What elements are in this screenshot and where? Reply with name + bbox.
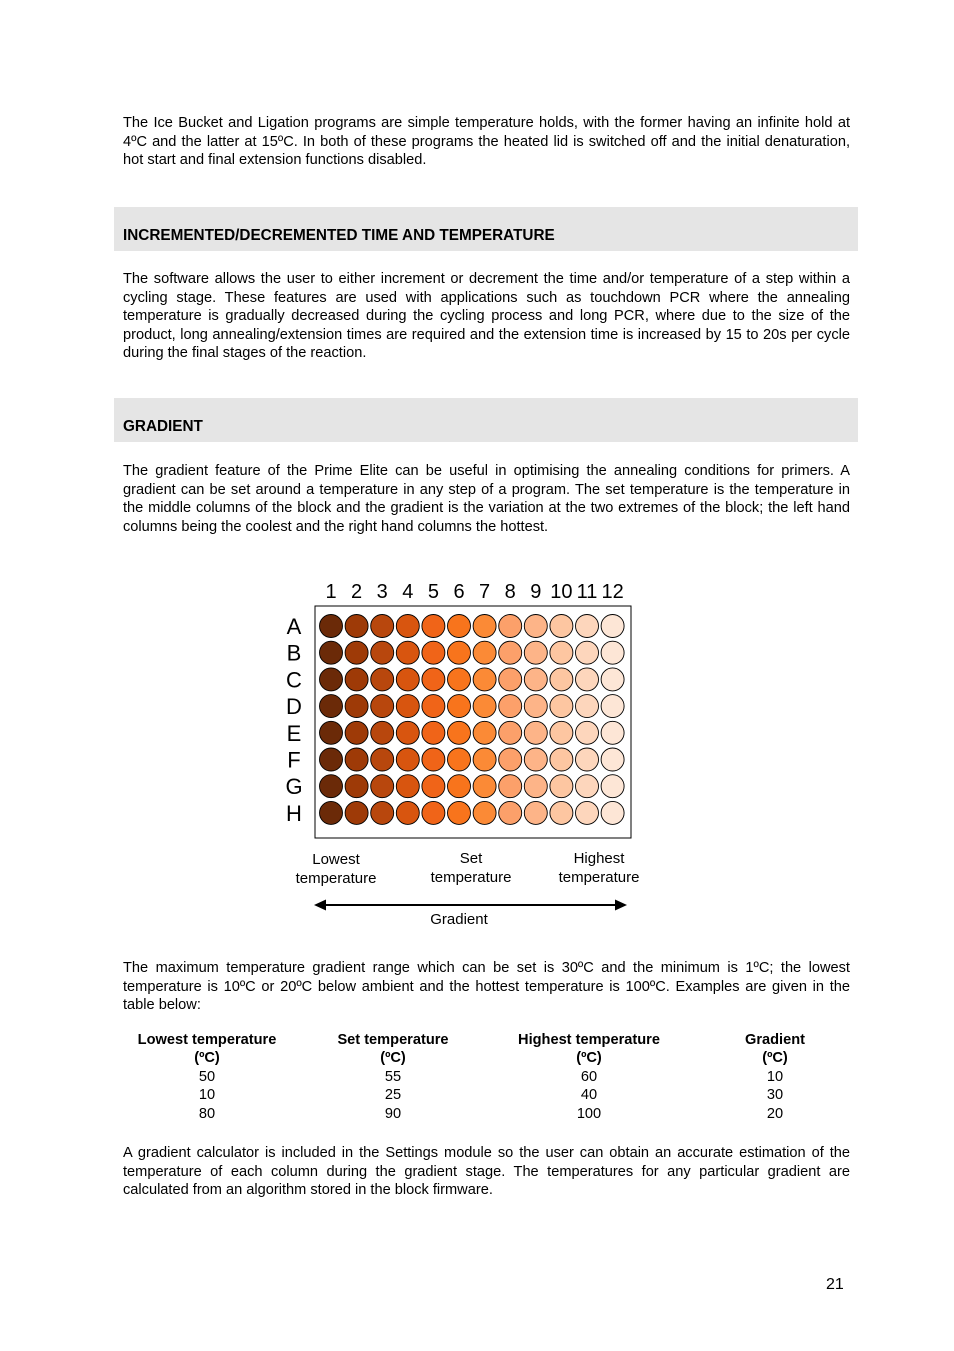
row-label-F: F [287,747,301,773]
table-row [114,1068,858,1086]
well-E1 [320,721,343,744]
well-E8 [499,721,522,744]
column-label-8: 8 [504,581,516,603]
well-G9 [524,775,547,798]
well-E2 [345,721,368,744]
table-row [114,1086,858,1104]
column-label-9: 9 [530,581,542,603]
table-cell: 10 [198,1087,216,1104]
caption-set-line1: Set [459,850,483,867]
well-A8 [499,615,522,638]
well-A3 [371,615,394,638]
range-paragraph: The maximum temperature gradient range which can be set is 30ºC and the minimum is 1ºC; the lowest temperature is 10ºC or 20ºC below ambient and the hottest temperature is 100ºC. Examples are given in the table below: [123,960,850,1014]
gradient-label: Gradient [430,911,488,928]
section-heading-gradient: GRADIENT [123,418,203,435]
well-F3 [371,748,394,771]
well-E6 [448,721,471,744]
examples-table [114,1031,858,1123]
well-C1 [320,668,343,691]
well-B9 [524,641,547,664]
increment-paragraph: The software allows the user to either increment or decrement the time and/or temperature of a step within a cycling stage. These features are used with applications such as touchdown PCR where the annealing temperature is gradually decreased during the cycling process and long PCR, where due to the size of the product, long annealing/extension times are required and the extension time is increased by 15 to 20s per cycle during the final stages of the reaction. [123,271,850,362]
well-B3 [371,641,394,664]
well-G7 [473,775,496,798]
well-A12 [601,615,624,638]
well-C12 [601,668,624,691]
well-H7 [473,801,496,824]
well-C5 [422,668,445,691]
well-G4 [396,775,419,798]
well-D11 [576,695,599,718]
well-D5 [422,695,445,718]
well-H8 [499,801,522,824]
well-H2 [345,801,368,824]
well-A5 [422,615,445,638]
row-label-D: D [286,694,302,720]
well-B2 [345,641,368,664]
table-cell: 40 [580,1087,598,1104]
caption-highest-line1: Highest [573,850,625,867]
well-C6 [448,668,471,691]
well-F8 [499,748,522,771]
well-F4 [396,748,419,771]
well-D10 [550,695,573,718]
well-D3 [371,695,394,718]
well-E11 [576,721,599,744]
column-label-12: 12 [601,581,624,603]
table-cell: 100 [576,1105,602,1122]
well-G1 [320,775,343,798]
row-label-E: E [286,720,302,746]
well-G8 [499,775,522,798]
well-H3 [371,801,394,824]
well-C2 [345,668,368,691]
table-row [114,1105,858,1123]
column-label-3: 3 [376,581,388,603]
column-label-5: 5 [427,581,439,603]
header-set: Set temperature (ºC) [337,1032,449,1067]
well-C8 [499,668,522,691]
table-cell: 30 [766,1087,784,1104]
column-label-6: 6 [453,581,465,603]
well-G12 [601,775,624,798]
table-cell: 55 [384,1068,402,1085]
well-A2 [345,615,368,638]
well-C10 [550,668,573,691]
well-H12 [601,801,624,824]
row-label-H: H [286,800,302,826]
well-F5 [422,748,445,771]
well-C7 [473,668,496,691]
well-F12 [601,748,624,771]
well-G3 [371,775,394,798]
well-F9 [524,748,547,771]
calculator-paragraph: A gradient calculator is included in the Settings module so the user can obtain an accurate estimation of the temperature of each column during the gradient stage. The temperatures for any particular gradient are calculated from an algorithm stored in the block firmware. [123,1145,850,1199]
well-C9 [524,668,547,691]
well-A4 [396,615,419,638]
well-G2 [345,775,368,798]
well-B8 [499,641,522,664]
well-H5 [422,801,445,824]
caption-lowest-line1: Lowest [312,851,360,868]
table-cell: 80 [198,1105,216,1122]
well-F6 [448,748,471,771]
caption-lowest-line2: temperature [295,870,377,887]
well-F1 [320,748,343,771]
header-gradient: Gradient (ºC) [744,1032,805,1067]
well-G10 [550,775,573,798]
well-G5 [422,775,445,798]
table-cell: 20 [766,1105,784,1122]
gradient-arrow-left-head [314,900,326,911]
caption-set-line2: temperature [430,869,512,886]
well-E5 [422,721,445,744]
header-lowest: Lowest temperature (ºC) [137,1032,277,1067]
gradient-paragraph: The gradient feature of the Prime Elite can be useful in optimising the annealing conditions for primers. A gradient can be set around a temperature in any step of a program. The set temperature is the temperature in the middle columns of the block and the gradient is the variation at the two extremes of the block; the left hand columns being the coolest and the right hand columns the hottest. [123,463,850,535]
well-A11 [576,615,599,638]
page-number: 21 [826,1276,844,1293]
well-G11 [576,775,599,798]
well-H9 [524,801,547,824]
well-D12 [601,695,624,718]
table-cell: 10 [766,1068,784,1085]
well-C11 [576,668,599,691]
column-label-10: 10 [550,581,573,603]
well-E10 [550,721,573,744]
well-B11 [576,641,599,664]
row-label-B: B [286,640,302,666]
column-label-11: 11 [576,581,598,603]
well-C3 [371,668,394,691]
well-B6 [448,641,471,664]
column-label-2: 2 [351,581,363,603]
well-F7 [473,748,496,771]
well-D9 [524,695,547,718]
well-E12 [601,721,624,744]
well-A10 [550,615,573,638]
table-header-row [114,1031,858,1068]
well-E9 [524,721,547,744]
well-A7 [473,615,496,638]
well-D7 [473,695,496,718]
gradient-arrow-right-head [615,900,627,911]
well-E7 [473,721,496,744]
well-E3 [371,721,394,744]
row-label-G: G [285,774,303,800]
well-H6 [448,801,471,824]
well-A6 [448,615,471,638]
well-A1 [320,615,343,638]
well-F2 [345,748,368,771]
column-label-1: 1 [325,581,337,603]
well-B1 [320,641,343,664]
table-cell: 90 [384,1105,402,1122]
well-B12 [601,641,624,664]
well-C4 [396,668,419,691]
well-B10 [550,641,573,664]
well-D1 [320,695,343,718]
well-D2 [345,695,368,718]
well-D4 [396,695,419,718]
well-D8 [499,695,522,718]
column-label-4: 4 [402,581,414,603]
well-B4 [396,641,419,664]
well-F10 [550,748,573,771]
well-E4 [396,721,419,744]
table-cell: 60 [580,1068,598,1085]
table-cell: 50 [198,1068,216,1085]
row-label-A: A [286,614,302,639]
well-H1 [320,801,343,824]
well-D6 [448,695,471,718]
well-H11 [576,801,599,824]
well-H10 [550,801,573,824]
well-A9 [524,615,547,638]
well-B7 [473,641,496,664]
caption-highest-line2: temperature [558,869,640,886]
table-cell: 25 [384,1087,402,1104]
well-H4 [396,801,419,824]
well-B5 [422,641,445,664]
section-heading-increment: INCREMENTED/DECREMENTED TIME AND TEMPERATURE [123,227,555,244]
header-highest: Highest temperature (ºC) [518,1032,660,1067]
well-G6 [448,775,471,798]
well-F11 [576,748,599,771]
row-label-C: C [286,667,302,693]
column-label-7: 7 [479,581,491,603]
intro-paragraph: The Ice Bucket and Ligation programs are simple temperature holds, with the former having an infinite hold at 4ºC and the latter at 15ºC. In both of these programs the heated lid is switched off and the initial denaturation, hot start and final extension functions disabled. [123,115,850,169]
